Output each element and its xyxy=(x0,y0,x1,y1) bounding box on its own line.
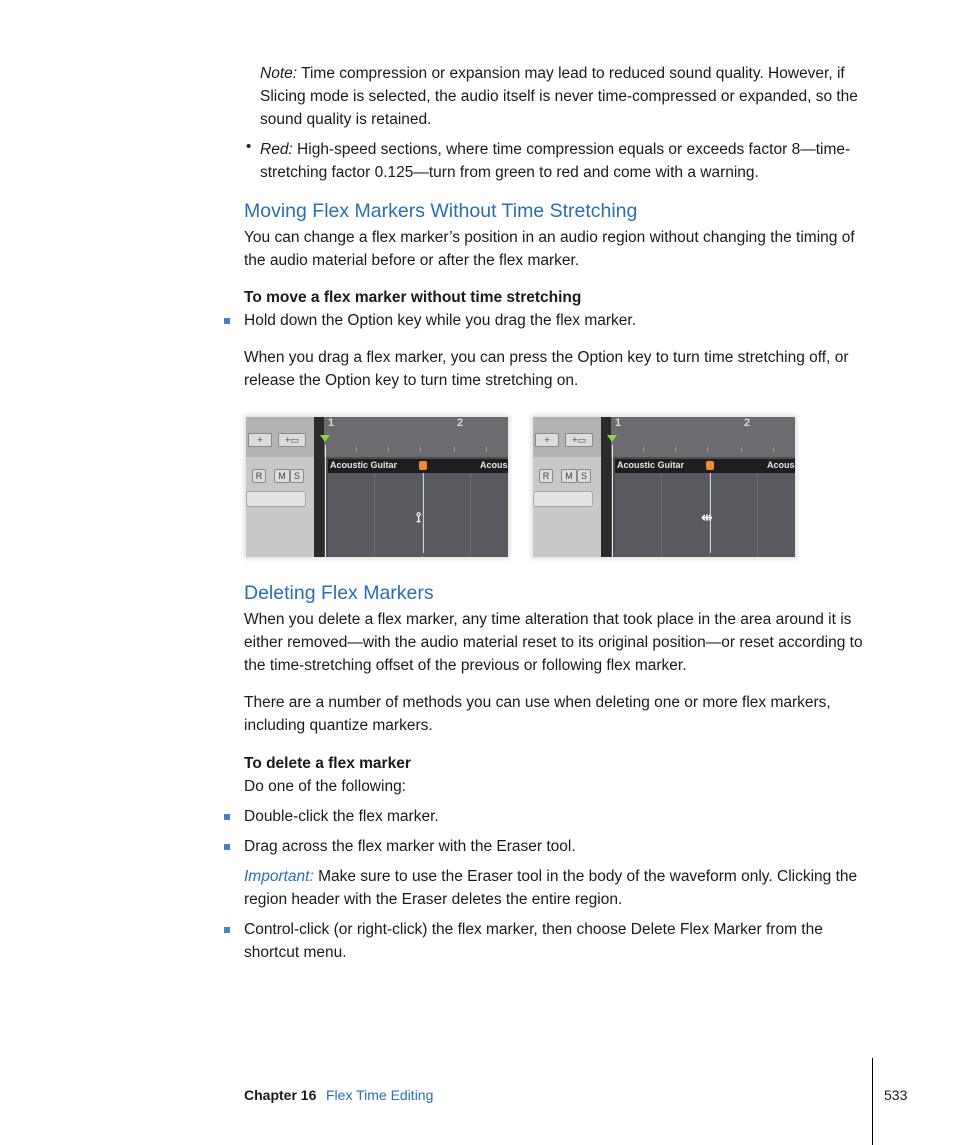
ruler-tick xyxy=(773,447,774,452)
section-heading-moving: Moving Flex Markers Without Time Stretching xyxy=(244,200,638,222)
ruler-tick xyxy=(643,447,644,452)
important-paragraph xyxy=(244,865,876,911)
note-paragraph xyxy=(260,62,876,131)
mute-button[interactable]: M xyxy=(561,469,577,483)
figure-before xyxy=(246,417,508,557)
red-bullet-paragraph xyxy=(260,138,876,184)
ruler-tick xyxy=(707,447,708,452)
footer-divider xyxy=(872,1058,873,1145)
red-text: High-speed sections, where time compression equals or exceeds factor 8—time-stretching factor 0.125—turn from green to red and come with a warning. xyxy=(260,141,851,181)
ruler-number-2: 2 xyxy=(744,417,751,429)
volume-slider[interactable] xyxy=(246,491,306,507)
playhead-line[interactable] xyxy=(325,445,326,557)
ruler-number-1: 1 xyxy=(615,417,622,429)
flex-tool-cursor-icon: ⟟ xyxy=(416,509,422,525)
section2-intro: When you delete a flex marker, any time alteration that took place in the area around it is either removed—with the audio material reset to its original position—or reset according to the time-stretching offset of the previous or following flex marker. xyxy=(244,611,863,674)
grid-line xyxy=(374,473,375,557)
section1-followup: When you drag a flex marker, you can press the Option key to turn time stretching off, or release the Option key to turn time stretching on. xyxy=(244,349,849,389)
flex-marker-handle[interactable] xyxy=(706,461,714,470)
bullet-dot: • xyxy=(246,138,252,155)
flex-marker-handle[interactable] xyxy=(419,461,427,470)
record-button[interactable]: R xyxy=(539,469,553,483)
region-name-next: Acous xyxy=(767,460,795,470)
section-heading-deleting: Deleting Flex Markers xyxy=(244,582,434,604)
region-header[interactable] xyxy=(615,459,795,473)
ruler-tick xyxy=(486,447,487,452)
figure-after xyxy=(533,417,795,557)
ruler-tick xyxy=(356,447,357,452)
new-folder-button[interactable]: +▭ xyxy=(278,433,306,447)
red-label: Red: xyxy=(260,141,293,158)
ruler-number-2: 2 xyxy=(457,417,464,429)
solo-button[interactable]: S xyxy=(577,469,591,483)
section2-step3: Control-click (or right-click) the flex marker, then choose Delete Flex Marker from the shortcut menu. xyxy=(244,921,823,961)
ruler-tick xyxy=(741,447,742,452)
option-drag-cursor-icon: ⇹ xyxy=(701,509,713,525)
note-text: Time compression or expansion may lead to reduced sound quality. However, if Slicing mode is selected, the audio itself is never time-compressed or expanded, so the sound quality is retained. xyxy=(260,65,858,128)
region-name-next: Acous xyxy=(480,460,508,470)
new-folder-button[interactable]: +▭ xyxy=(565,433,593,447)
region-name: Acoustic Guitar xyxy=(617,460,685,470)
bullet-square xyxy=(224,318,230,324)
grid-line xyxy=(661,473,662,557)
footer-chapter-title: Flex Time Editing xyxy=(326,1087,434,1103)
note-label: Note: xyxy=(260,65,298,82)
record-button[interactable]: R xyxy=(252,469,266,483)
flex-marker-line[interactable] xyxy=(423,473,424,553)
ruler-number-1: 1 xyxy=(328,417,335,429)
bullet-square xyxy=(224,844,230,850)
footer-chapter: Chapter 16 xyxy=(244,1087,317,1103)
solo-button[interactable]: S xyxy=(290,469,304,483)
playhead-triangle-icon xyxy=(320,435,330,442)
ruler-tick xyxy=(388,447,389,452)
page-number: 533 xyxy=(884,1087,908,1103)
section1-intro: You can change a flex marker’s position in an audio region without changing the timing of the audio material before or after the flex marker. xyxy=(244,229,855,269)
add-track-button[interactable]: + xyxy=(535,433,559,447)
section1-task-title: To move a flex marker without time stretching xyxy=(244,289,582,306)
region-name: Acoustic Guitar xyxy=(330,460,398,470)
section1-step: Hold down the Option key while you drag the flex marker. xyxy=(244,312,637,329)
grid-line xyxy=(757,473,758,557)
bar-ruler[interactable] xyxy=(611,417,795,457)
important-label: Important: xyxy=(244,868,314,885)
mute-button[interactable]: M xyxy=(274,469,290,483)
bar-ruler[interactable] xyxy=(324,417,508,457)
important-text: Make sure to use the Eraser tool in the body of the waveform only. Clicking the region header with the Eraser deletes the entire region. xyxy=(244,868,858,908)
region-header[interactable] xyxy=(328,459,508,473)
section2-methods: There are a number of methods you can use when deleting one or more flex markers, including quantize markers. xyxy=(244,694,831,734)
ruler-tick xyxy=(675,447,676,452)
bullet-square xyxy=(224,927,230,933)
section2-task-intro: Do one of the following: xyxy=(244,778,406,795)
playhead-triangle-icon xyxy=(607,435,617,442)
grid-line xyxy=(470,473,471,557)
ruler-tick xyxy=(454,447,455,452)
section2-step1: Double-click the flex marker. xyxy=(244,808,439,825)
section2-task-title: To delete a flex marker xyxy=(244,755,411,772)
bullet-square xyxy=(224,814,230,820)
volume-slider[interactable] xyxy=(533,491,593,507)
ruler-tick xyxy=(420,447,421,452)
playhead-line[interactable] xyxy=(612,445,613,557)
section2-step2: Drag across the flex marker with the Eraser tool. xyxy=(244,838,576,855)
add-track-button[interactable]: + xyxy=(248,433,272,447)
